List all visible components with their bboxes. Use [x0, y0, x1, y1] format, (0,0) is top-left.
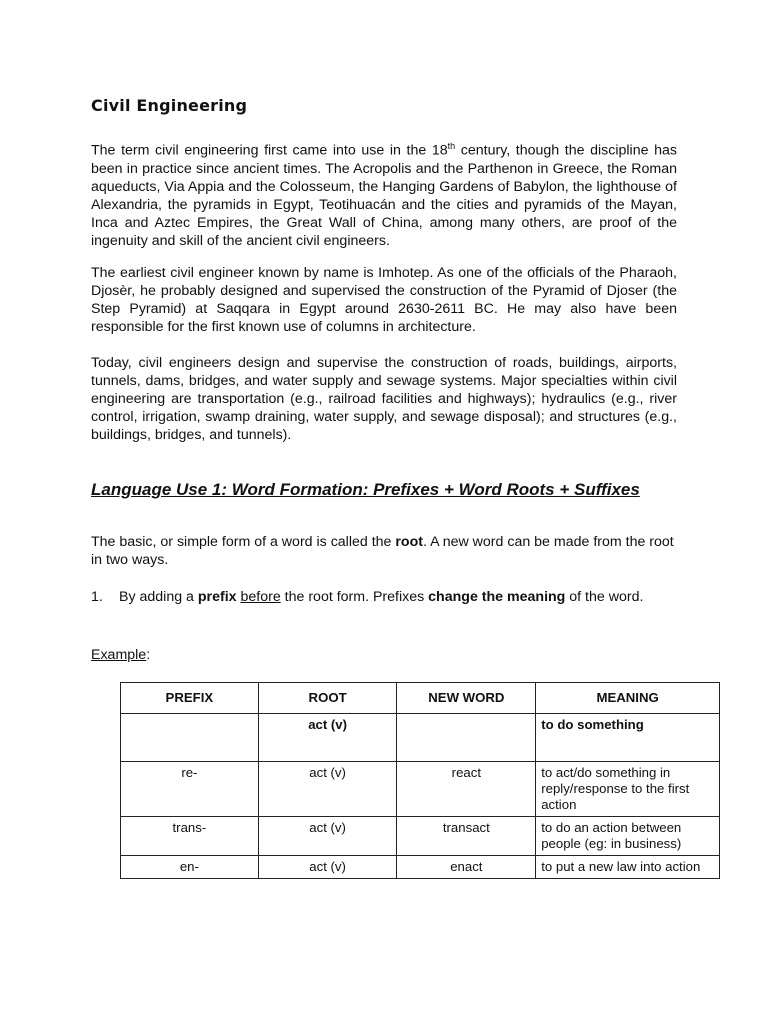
cell-root: act (v)	[258, 714, 397, 762]
paragraph-history-text-a: The term civil engineering first came into use in the 18	[91, 142, 448, 159]
list-item-prefix	[91, 587, 677, 608]
table-row	[121, 714, 720, 762]
table-header-row	[121, 683, 720, 714]
cell-prefix: en-	[121, 856, 259, 879]
intro-paragraph	[91, 533, 677, 569]
example-colon: :	[146, 647, 151, 663]
intro-root-term: root	[395, 534, 423, 550]
header-root: ROOT	[258, 683, 397, 714]
example-word: Example	[91, 647, 147, 663]
cell-new-word: enact	[397, 856, 536, 879]
cell-meaning: to do something	[536, 714, 720, 762]
cell-prefix: re-	[121, 762, 259, 817]
list-text-a: By adding a	[119, 589, 198, 605]
word-formation-table	[120, 682, 720, 879]
prefix-term: prefix	[197, 589, 237, 605]
table-row	[121, 817, 720, 856]
cell-prefix	[121, 714, 259, 762]
cell-prefix: trans-	[121, 817, 259, 856]
cell-new-word: transact	[397, 817, 536, 856]
list-item-body	[119, 587, 677, 608]
cell-meaning: to act/do something in reply/response to the first action	[536, 762, 720, 817]
paragraph-today: Today, civil engineers design and supervise the construction of roads, buildings, airports, tunnels, dams, bridges, and water supply and sewage systems. Major specialties within civil engineering are transportation (e.g., railroad facilities and highways); hydraulics (e.g., river control, irrigation, swamp draining, water supply, and sewage disposal); and structures (e.g., buildings, bridges, and tunnels).	[91, 355, 677, 443]
list-number: 1.	[91, 589, 103, 605]
paragraph-history	[91, 137, 677, 250]
cell-root: act (v)	[258, 856, 397, 879]
table-row	[121, 762, 720, 817]
cell-new-word	[397, 714, 536, 762]
ordinal-superscript: th	[447, 141, 456, 151]
section-heading: Language Use 1: Word Formation: Prefixes + Word Roots + Suffixes	[91, 480, 640, 499]
header-new-word: NEW WORD	[397, 683, 536, 714]
header-meaning: MEANING	[536, 683, 720, 714]
intro-text-b: . A new word can be made from the root in two ways.	[91, 534, 674, 568]
cell-root: act (v)	[258, 817, 397, 856]
before-term: before	[240, 589, 281, 605]
cell-root: act (v)	[258, 762, 397, 817]
table-row	[121, 856, 720, 879]
change-meaning-term: change the meaning	[428, 589, 566, 605]
page-title: Civil Engineering	[91, 96, 248, 115]
cell-meaning: to put a new law into action	[536, 856, 720, 879]
paragraph-history-text-b: century, though the discipline has been in practice since ancient times. The Acropolis and the Parthenon in Greece, the Roman aqueducts, Via Appia and the Colosseum, the Hanging Gardens of Babylon, the lighthouse of Alexandria, the pyramids in Egypt, Teotihuacán and the cities and pyramids of the Mayan, Inca and Aztec Empires, the Great Wall of China, among many others, are proof of the ingenuity and skill of the ancient civil engineers.	[91, 142, 677, 249]
header-prefix: PREFIX	[121, 683, 259, 714]
paragraph-imhotep: The earliest civil engineer known by name is Imhotep. As one of the officials of the Pharaoh, Djosèr, he probably designed and supervised the construction of the Pyramid of Djoser (the Step Pyramid) at Saqqara in Egypt around 2630-2611 BC. He may also have been responsible for the first known use of columns in architecture.	[91, 265, 677, 335]
list-text-d: of the word.	[565, 589, 644, 605]
cell-new-word: react	[397, 762, 536, 817]
intro-text-a: The basic, or simple form of a word is called the	[91, 534, 396, 550]
list-text-c: the root form. Prefixes	[280, 589, 429, 605]
cell-meaning: to do an action between people (eg: in business)	[536, 817, 720, 856]
example-label	[91, 647, 150, 663]
